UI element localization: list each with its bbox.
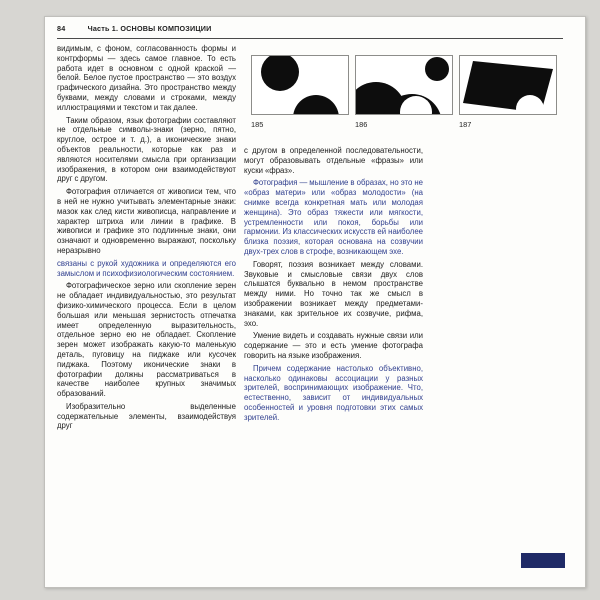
paragraph: Говорят, поэзия возникает между словами. Звуковые и смысловые связи двух слов слышатся буквально в немом пространстве между ними. Но точно так же смысл в изображении возникает между предметами-знаками, как зрительное их созвучие, рифма, эхо. — [244, 259, 423, 328]
figure-186-graphic — [355, 55, 453, 115]
right-column — [244, 146, 423, 426]
figure-187-graphic — [459, 55, 557, 115]
paragraph: Фотографическое зерно или скопление зерен не обладает индивидуальностью, это результат физико-химического процесса. Если в целом большая или меньшая зернистость отпечатка имеет определенную выразительность, отдельное зерно ею не обладает. Скопление зерен может изображать какую-то маленькую деталь, пуговицу на пиджаке или кусочек пиджака. Поэтому иконические знаки в фотографии должны рассматриваться в качестве наиболее крупных значимых образований. — [57, 281, 236, 399]
book-page — [44, 16, 586, 588]
figure-label: 187 — [459, 120, 472, 129]
scan-artifact-mark — [521, 553, 565, 568]
paragraph: Причем содержание настолько объективно, насколько одинаковы ассоциации у разных зрителей, воспринимающих изображение. Что, естественно, зависит от индивидуальных особенностей и уровня подготовки этих самых зрителей. — [244, 363, 423, 422]
paragraph: с другом в определенной последовательности, могут образовывать отдельные «фразы» или куски «фраз». — [244, 146, 423, 175]
chapter-title: Часть 1. ОСНОВЫ КОМПОЗИЦИИ — [87, 24, 212, 33]
paragraph: Фотография — мышление в образах, но это не «образ матери» или «образ молодости» (на снимке всегда конкретная мать или молодая женщина). Это образ тяжести или мягкости, устремленности или покоя, борьбы или гармонии. Из классических искусств ей наиболее близка поэзия, которая основана на созвучии двух-трех слов в строфе, возникающем эхе. — [244, 178, 423, 256]
figure-187 — [459, 55, 557, 129]
figure-label: 186 — [355, 120, 368, 129]
page-number: 84 — [57, 24, 66, 33]
paragraph: видимым, с фоном, согласованность формы и контрформы — здесь самое главное. То есть работа идет в основном с одной краской — белой. Белое пустое пространство — это воздух графического дизайна. Это пространство между буквами, между словами и строками, между иллюстрациями и текстом и так далее. — [57, 44, 236, 112]
paragraph: Изобразительно выделенные содержательные элементы, взаимодействуя друг — [57, 401, 236, 431]
figure-label: 185 — [251, 120, 264, 129]
paragraph: связаны с рукой художника и определяются его замыслом и психофизиологическим состоянием. — [57, 258, 236, 278]
figure-186 — [355, 55, 453, 129]
page-header — [57, 24, 563, 33]
figure-185 — [251, 55, 349, 129]
figures-row — [251, 55, 557, 129]
figure-185-graphic — [251, 55, 349, 115]
paragraph: Фотография отличается от живописи тем, что в ней не нужно учитывать элементарные знаки: мазок как след кисти живописца, направление и характер штриха или линии в графике. В живописи и графике это подлинные знаки, они означают и одновременно выражают, поскольку неразрывно — [57, 187, 236, 255]
header-rule — [57, 38, 563, 39]
paragraph: Таким образом, язык фотографии составляют не отдельные символы-знаки (зерно, пятно, круглое, острое и т. д.), а иконические знаки объектов реальности, которые как раз и являются носителями смысла при организации изображения, в котором они взаимодействуют друг с другом. — [57, 115, 236, 184]
left-column — [57, 44, 236, 434]
paragraph: Умение видеть и создавать нужные связи или содержание — это и есть умение фотографа говорить на языке изображения. — [244, 331, 423, 360]
